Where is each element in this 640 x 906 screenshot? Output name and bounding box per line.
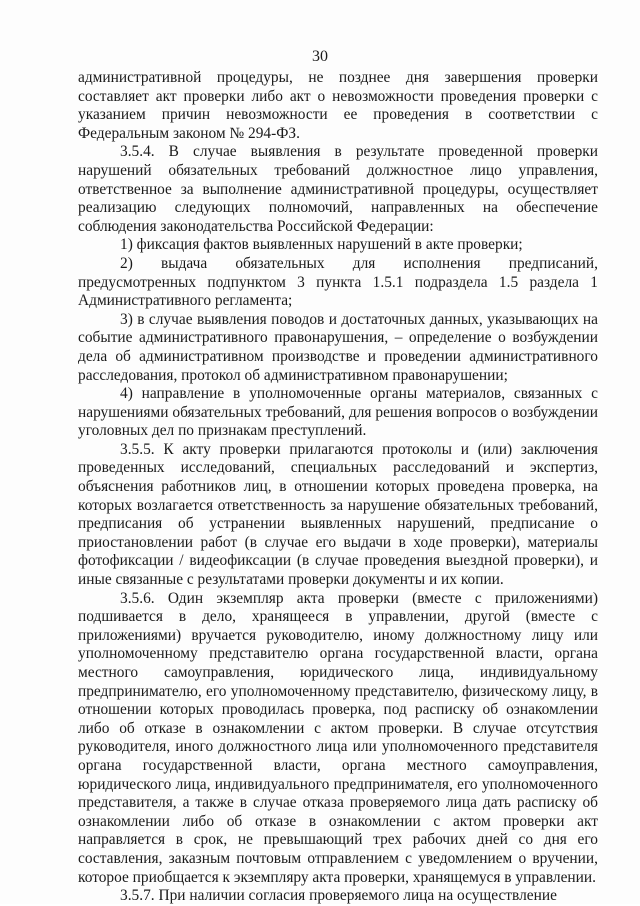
paragraph-3-5-6: 3.5.6. Один экземпляр акта проверки (вместе с приложениями) подшивается в дело, хранящееся в управлении, другой (вместе с приложениями) вручается руководителю, иному должностному лицу или уполномоченному представителю органа государственной власти, органа местного самоуправления, юридического лица, индивидуальному предпринимателю, его уполномоченному представителю, физическому лицу, в отношении которых проводилась проверка, под расписку об ознакомлении либо об отказе в ознакомлении с актом проверки. В случае отсутствия руководителя, иного должностного лица или уполномоченного представителя органа государственной власти, органа местного самоуправления, юридического лица, индивидуального предпринимателя, его уполномоченного представителя, а также в случае отказа проверяемого лица дать расписку об ознакомлении либо об отказе в ознакомлении с актом проверки акт направляется в срок, не превышающий трех рабочих дней со дня его составления, заказным почтовым отправлением с уведомлением о вручении, которое приобщается к экземпляру акта проверки, хранящемуся в управлении.: [78, 589, 598, 886]
list-item-2: 2) выдача обязательных для исполнения предписаний, предусмотренных подпунктом 3 пункта 1.5.1 подраздела 1.5 раздела 1 Административного регламента;: [78, 254, 598, 310]
list-item-3: 3) в случае выявления поводов и достаточных данных, указывающих на событие административного правонарушения, – определение о возбуждении дела об административном производстве и проведении административного расследования, протокол об административном правонарушении;: [78, 310, 598, 384]
paragraph-3-5-4: 3.5.4. В случае выявления в результате проведенной проверки нарушений обязательных требований должностное лицо управления, ответственное за выполнение административной процедуры, осуществляет реализацию следующих полномочий, направленных на обеспечение соблюдения законодательства Российской Федерации:: [78, 143, 598, 235]
list-item-1: 1) фиксация фактов выявленных нарушений в акте проверки;: [120, 236, 523, 254]
paragraph-continuation: административной процедуры, не позднее дня завершения проверки составляет акт проверки либо акт о невозможности проведения проверки с указанием причин невозможности ее проведения в соответствии с Федеральным законом № 294-ФЗ.: [78, 69, 598, 142]
paragraph-3-5-7: 3.5.7. При наличии согласия проверяемого лица на осуществление: [120, 887, 557, 905]
list-item-4: 4) направление в уполномоченные органы материалов, связанных с нарушениями обязательных требований, для решения вопросов о возбуждении уголовных дел по признакам преступлений.: [78, 385, 598, 440]
document-body: [78, 69, 598, 906]
paragraph-3-5-5: 3.5.5. К акту проверки прилагаются протоколы и (или) заключения проведенных исследований, специальных расследований и экспертиз, объяснения работников лиц, в отношении которых проведена проверка, на которых возлагается ответственность за нарушение обязательных требований, предписания об устранении выявленных нарушений, предписание о приостановлении работ (в случае его выдачи в ходе проверки), материалы фотофиксации / видеофиксации (в случае проведения выездной проверки), и иные связанные с результатами проверки документы и их копии.: [78, 440, 598, 589]
page-number: 30: [312, 48, 328, 65]
